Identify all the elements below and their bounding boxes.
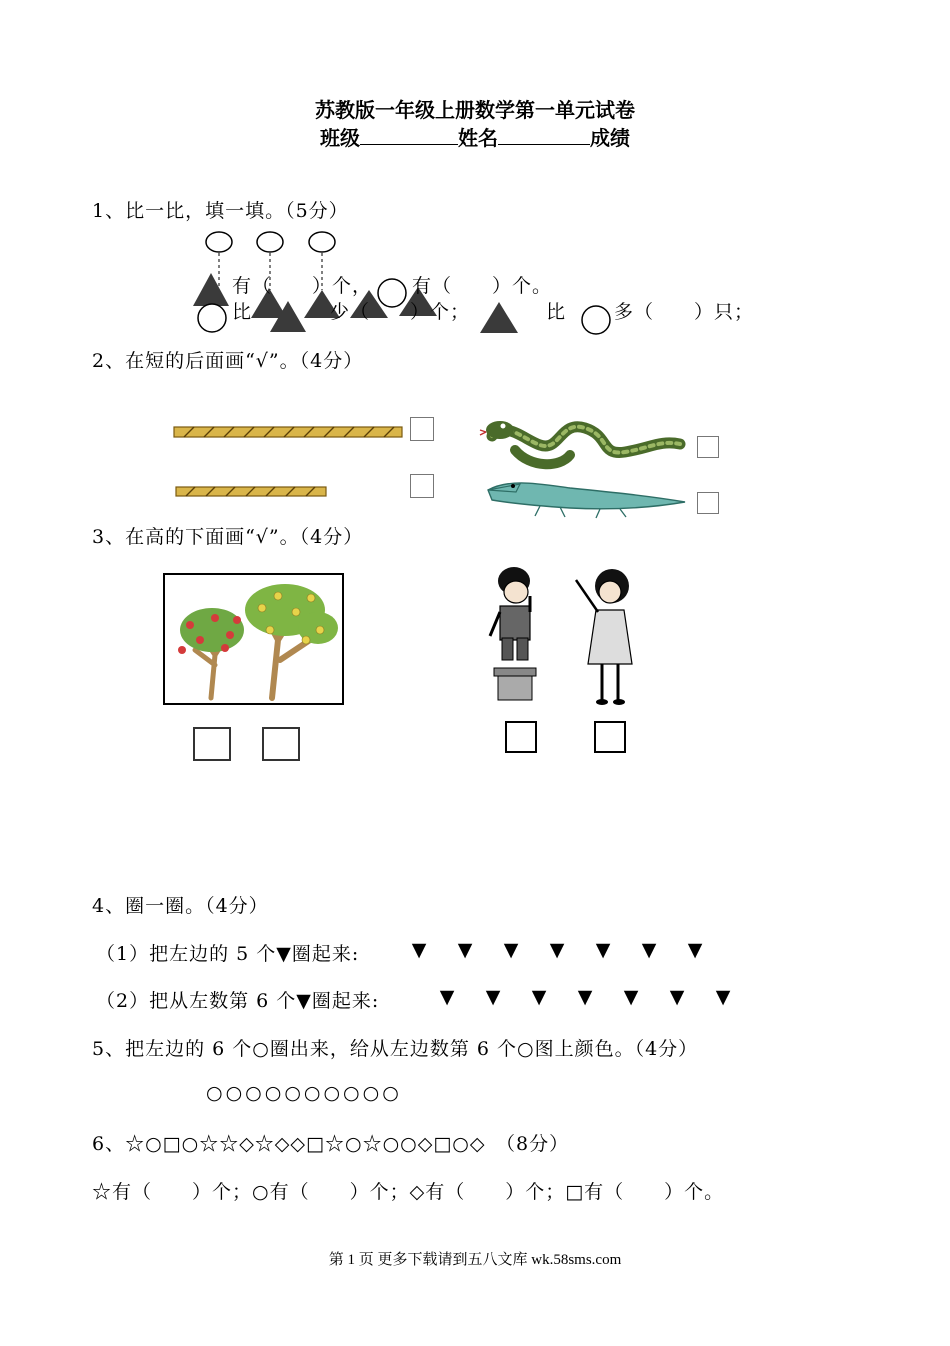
down-triangle-icon[interactable]: ▼ — [623, 986, 639, 1008]
name-label: 姓名 — [458, 126, 498, 150]
down-triangle-icon[interactable]: ▼ — [577, 986, 593, 1008]
q1-line2-c: 比 — [546, 301, 567, 323]
q2-heading: 2、在短的后面画“√”。（4分） — [92, 350, 364, 372]
down-triangle-icon[interactable]: ▼ — [485, 986, 501, 1008]
trees-picture — [164, 574, 343, 704]
apple-tree-checkbox[interactable] — [193, 727, 231, 761]
q1-line2-a: 比 — [232, 301, 253, 323]
q6-heading: 6、☆○□○☆☆◇☆◇◇□☆○☆○○◇□○◇ （8分） — [92, 1133, 570, 1155]
q3-heading: 3、在高的下面画“√”。（4分） — [92, 526, 364, 548]
pear-tree-checkbox[interactable] — [262, 727, 300, 761]
down-triangle-icon[interactable]: ▼ — [531, 986, 547, 1008]
q4-item2-label: （2）把从左数第 6 个▼圈起来: — [96, 990, 380, 1012]
q4-item2-symbols — [424, 986, 746, 1008]
q4-item1-label: （1）把左边的 5 个▼圈起来: — [96, 943, 360, 965]
down-triangle-icon[interactable]: ▼ — [439, 986, 455, 1008]
q1-heading: 1、比一比，填一填。（5分） — [92, 200, 349, 222]
q5-heading: 5、把左边的 6 个○圈出来，给从左边数第 6 个○图上颜色。（4分） — [92, 1038, 699, 1060]
score-label: 成绩 — [590, 126, 630, 150]
q5-circles[interactable]: ○○○○○○○○○○ — [206, 1082, 402, 1104]
down-triangle-icon[interactable]: ▼ — [595, 939, 611, 961]
down-triangle-icon[interactable]: ▼ — [641, 939, 657, 961]
q6-answer-line: ☆有（ ）个；○有（ ）个；◇有（ ）个；□有（ ）个。 — [92, 1181, 725, 1203]
page-title: 苏教版一年级上册数学第一单元试卷 — [315, 98, 635, 122]
down-triangle-icon[interactable]: ▼ — [503, 939, 519, 961]
class-label: 班级 — [320, 126, 360, 150]
page-footer: 第 1 页 更多下载请到五八文库 wk.58sms.com — [328, 1252, 622, 1268]
q1-line1-b: 有（ ）个。 — [412, 275, 553, 297]
boy-on-stool-picture — [490, 567, 536, 700]
q1-line2-d: 多（ ）只； — [614, 301, 755, 323]
down-triangle-icon[interactable]: ▼ — [457, 939, 473, 961]
down-triangle-icon[interactable]: ▼ — [687, 939, 703, 961]
q4-item1-symbols — [396, 939, 718, 961]
q1-line2-b: 少（ ）个； — [330, 301, 471, 323]
down-triangle-icon[interactable]: ▼ — [715, 986, 731, 1008]
girl-picture — [576, 569, 632, 705]
down-triangle-icon[interactable]: ▼ — [669, 986, 685, 1008]
down-triangle-icon[interactable]: ▼ — [411, 939, 427, 961]
q4-heading: 4、圈一圈。（4分） — [92, 895, 269, 917]
girl-checkbox[interactable] — [594, 721, 626, 753]
down-triangle-icon[interactable]: ▼ — [549, 939, 565, 961]
q1-line1-a: 有（ ）个， — [232, 275, 373, 297]
boy-checkbox[interactable] — [505, 721, 537, 753]
